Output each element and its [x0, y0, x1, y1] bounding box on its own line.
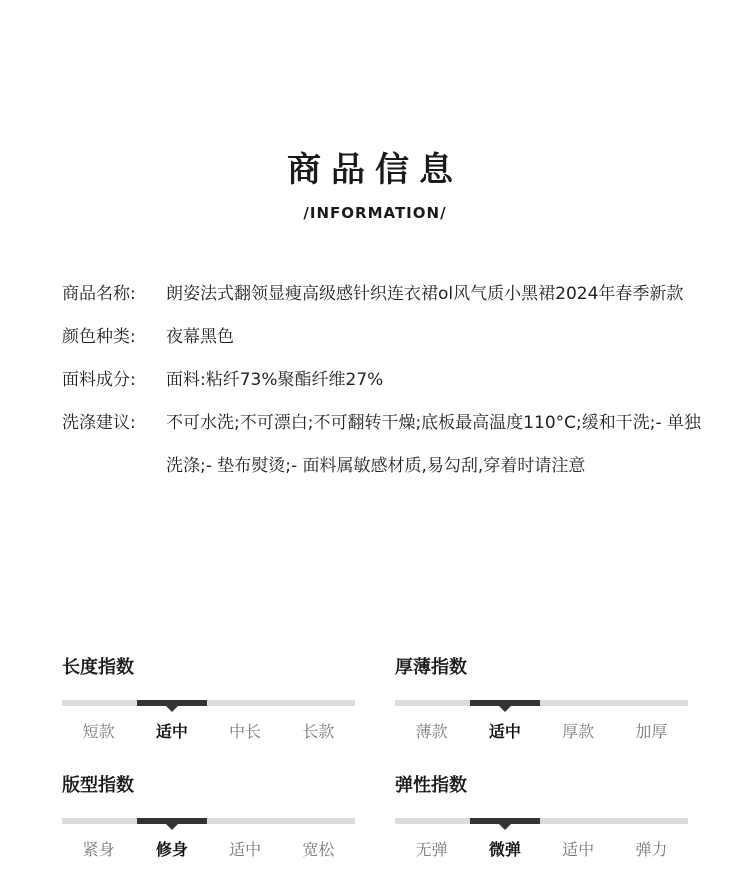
info-label: 商品名称:	[62, 284, 136, 304]
section-title: 商品信息	[287, 150, 463, 190]
metric-length	[62, 655, 355, 742]
metric-option: 宽松	[302, 840, 335, 859]
info-label: 颜色种类:	[62, 327, 136, 347]
metric-track	[395, 700, 688, 706]
metric-track	[395, 818, 688, 824]
product-info-list	[62, 273, 702, 488]
metric-option: 中长	[229, 722, 262, 741]
info-label: 面料成分:	[62, 370, 136, 390]
metric-option: 适中	[155, 722, 188, 741]
pointer-triangle-icon	[499, 706, 511, 712]
metric-fit	[62, 773, 355, 860]
pointer-triangle-icon	[166, 824, 178, 830]
metric-options	[62, 719, 355, 742]
metric-option: 短款	[82, 722, 115, 741]
metric-title: 长度指数	[62, 657, 134, 678]
info-label: 洗涤建议:	[62, 413, 136, 433]
metric-option: 微弹	[488, 840, 521, 859]
metric-indicator	[470, 818, 540, 824]
metric-title: 厚薄指数	[395, 657, 467, 678]
info-row-care	[62, 402, 702, 488]
metric-thickness	[395, 655, 688, 742]
metric-options	[395, 837, 688, 860]
metric-track	[62, 818, 355, 824]
metric-options	[395, 719, 688, 742]
metric-option: 薄款	[415, 722, 448, 741]
metric-option: 无弹	[415, 840, 448, 859]
metric-option: 适中	[562, 840, 595, 859]
metric-option: 长款	[302, 722, 335, 741]
metric-title: 版型指数	[62, 775, 134, 796]
metric-indicator	[137, 700, 207, 706]
metric-options	[62, 837, 355, 860]
info-row-name	[62, 273, 702, 316]
metric-indicator	[137, 818, 207, 824]
metric-option: 紧身	[82, 840, 115, 859]
metric-elasticity	[395, 773, 688, 860]
info-value: 朗姿法式翻领显瘦高级感针织连衣裙ol风气质小黑裙2024年春季新款	[166, 284, 684, 304]
info-value: 面料:粘纤73%聚酯纤维27%	[166, 370, 384, 390]
info-value: 夜幕黑色	[166, 327, 234, 347]
metric-option: 适中	[229, 840, 262, 859]
metric-indicator	[470, 700, 540, 706]
section-subtitle: /INFORMATION/	[303, 204, 447, 222]
info-row-material	[62, 359, 702, 402]
metric-option: 弹力	[635, 840, 668, 859]
pointer-triangle-icon	[499, 824, 511, 830]
metric-option: 修身	[155, 840, 188, 859]
metric-option: 厚款	[562, 722, 595, 741]
pointer-triangle-icon	[166, 706, 178, 712]
info-value: 不可水洗;不可漂白;不可翻转干燥;底板最高温度110°C;缓和干洗;- 单独洗涤;- 垫布熨烫;- 面料属敏感材质,易勾刮,穿着时请注意	[166, 413, 701, 476]
metric-title: 弹性指数	[395, 775, 467, 796]
metric-track	[62, 700, 355, 706]
metric-option: 适中	[488, 722, 521, 741]
info-row-color	[62, 316, 702, 359]
metric-option: 加厚	[635, 722, 668, 741]
